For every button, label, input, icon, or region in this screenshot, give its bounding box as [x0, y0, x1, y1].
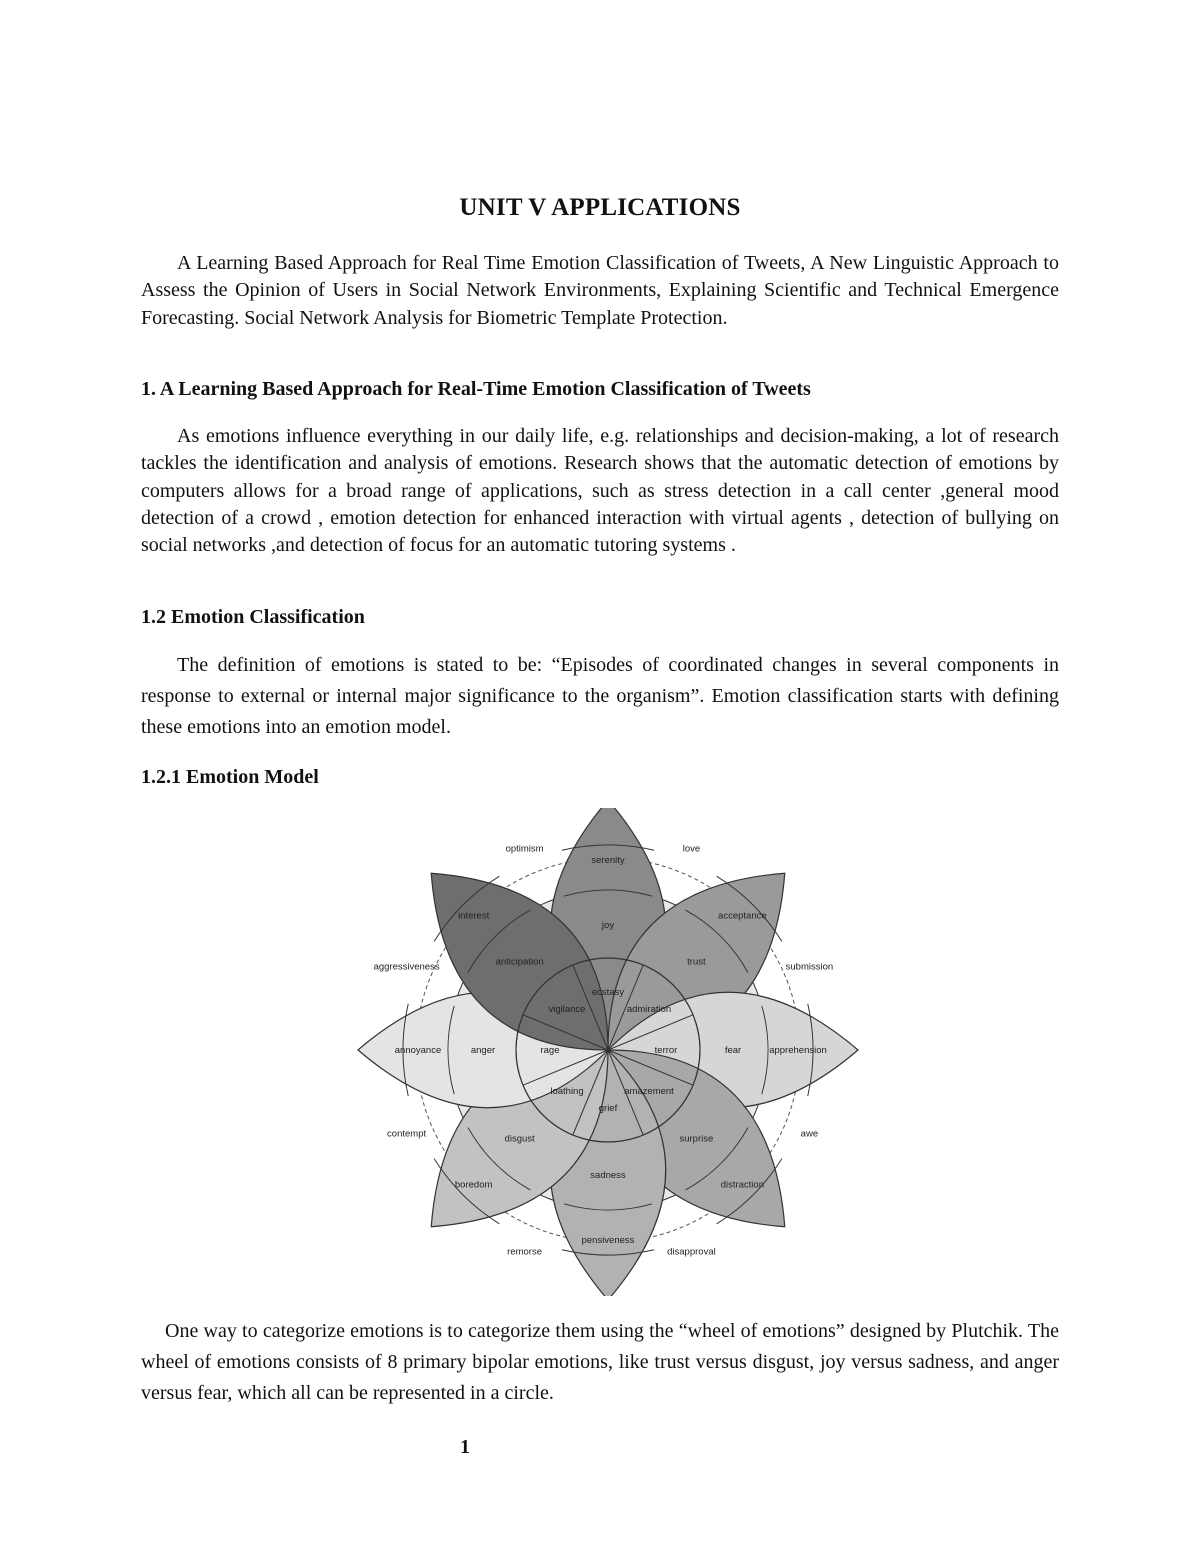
- emotion-label-rage: rage: [540, 1045, 560, 1056]
- section-1-2-paragraph: [141, 650, 1059, 743]
- intro-paragraph: [141, 250, 1059, 332]
- dyad-label-remorse: remorse: [507, 1246, 542, 1258]
- emotion-label-joy: joy: [601, 920, 615, 931]
- emotion-label-fear: fear: [724, 1045, 742, 1056]
- emotion-label-acceptance: acceptance: [718, 910, 767, 922]
- plutchik-wheel-svg: [330, 808, 870, 1296]
- emotion-label-anger: anger: [470, 1045, 496, 1056]
- dyad-label-love: love: [682, 843, 701, 855]
- dyad-label-awe: awe: [800, 1128, 819, 1140]
- emotion-label-interest: interest: [458, 910, 490, 922]
- emotion-label-serenity: serenity: [591, 855, 625, 866]
- closing-text: One way to categorize emotions is to categorize them using the “wheel of emotions” designed by Plutchik. The wheel of emotions consists of 8 primary bipolar emotions, like trust versus disgust, joy versus sadness, and anger versus fear, which all can be represented in a circle.: [141, 1320, 1059, 1404]
- emotion-label-grief: grief: [598, 1103, 618, 1114]
- dyad-label-submission: submission: [785, 961, 834, 973]
- section-1-paragraph: [141, 423, 1059, 559]
- page-number: 1: [460, 1436, 470, 1458]
- emotion-label-loathing: loathing: [550, 1086, 584, 1098]
- dyad-label-aggressiveness: aggressiveness: [373, 961, 440, 973]
- emotion-label-admiration: admiration: [626, 1003, 672, 1015]
- emotion-label-distraction: distraction: [720, 1179, 765, 1191]
- emotion-label-boredom: boredom: [454, 1179, 493, 1191]
- section-1-2-1-heading: 1.2.1 Emotion Model: [141, 766, 319, 788]
- dyad-label-disapproval: disapproval: [667, 1246, 716, 1258]
- section-1-text: As emotions influence everything in our daily life, e.g. relationships and decision-making, a lot of research tackles the identification and analysis of emotions. Research shows that the automatic detection of emotions by computers allows for a broad range of applications, such as stress detection in a call center ,general mood detection of a crowd , emotion detection for enhanced interaction with virtual agents , detection of bullying on social networks ,and detection of focus for an automatic tutoring systems .: [141, 425, 1059, 557]
- emotion-label-apprehension: apprehension: [769, 1045, 827, 1056]
- closing-paragraph: [141, 1316, 1059, 1409]
- emotion-label-anticipation: anticipation: [495, 956, 544, 968]
- emotion-label-trust: trust: [687, 956, 706, 968]
- emotion-label-amazement: amazement: [624, 1086, 674, 1098]
- section-1-2-heading: 1.2 Emotion Classification: [141, 606, 365, 628]
- section-1-2-text: The definition of emotions is stated to be: “Episodes of coordinated changes in several components in response to external or internal major significance to the organism”. Emotion classification starts with defining these emotions into an emotion model.: [141, 654, 1059, 738]
- emotion-label-vigilance: vigilance: [548, 1003, 586, 1015]
- dyad-label-optimism: optimism: [505, 843, 544, 855]
- emotion-label-ecstasy: ecstasy: [591, 987, 625, 998]
- intro-text: A Learning Based Approach for Real Time Emotion Classification of Tweets, A New Linguistic Approach to Assess the Opinion of Users in Social Network Environments, Explaining Scientific and Technical Emergence Forecasting. Social Network Analysis for Biometric Template Protection.: [141, 252, 1059, 329]
- emotion-label-terror: terror: [654, 1045, 678, 1056]
- plutchik-wheel-figure: [330, 808, 870, 1296]
- page-title: UNIT V APPLICATIONS: [459, 194, 741, 221]
- emotion-label-pensiveness: pensiveness: [581, 1235, 635, 1246]
- emotion-label-disgust: disgust: [504, 1133, 535, 1145]
- dyad-label-contempt: contempt: [387, 1128, 427, 1140]
- emotion-label-surprise: surprise: [679, 1133, 714, 1145]
- emotion-label-sadness: sadness: [590, 1170, 626, 1181]
- emotion-label-annoyance: annoyance: [394, 1045, 442, 1056]
- section-1-heading: 1. A Learning Based Approach for Real-Time Emotion Classification of Tweets: [141, 378, 811, 400]
